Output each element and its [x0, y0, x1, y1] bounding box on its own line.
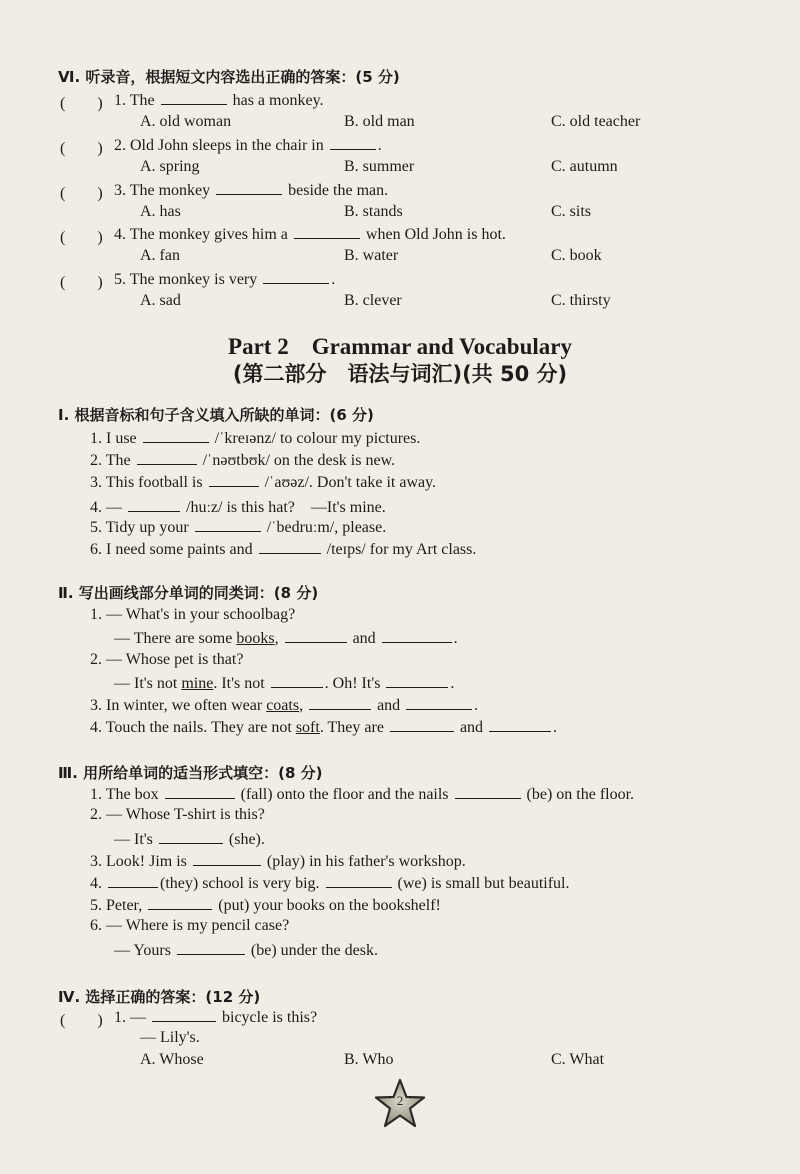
option-c: C. What — [551, 1051, 605, 1068]
part-2-title: Part 2 Grammar and Vocabulary — [228, 334, 572, 359]
option-a: A. spring — [140, 158, 200, 175]
option-c: C. sits — [551, 203, 592, 220]
item-text: — It's — [114, 831, 153, 848]
answer-blank[interactable] — [330, 135, 376, 150]
item-number: 6. — [90, 917, 102, 934]
underlined-word: mine — [181, 675, 214, 692]
item-text: . Oh! It's — [324, 675, 381, 692]
question-number: 4. — [114, 226, 126, 243]
section-3-line-5 — [90, 873, 570, 893]
option-b: B. summer — [344, 158, 415, 175]
question-2 — [114, 135, 382, 155]
answer-blank[interactable] — [455, 784, 521, 799]
item-text: — There are some — [114, 630, 233, 647]
question-text: . — [377, 137, 382, 154]
item-number: 1. — [90, 430, 102, 447]
answer-blank[interactable] — [195, 517, 261, 532]
item-text: (be) on the floor. — [526, 786, 635, 803]
answer-blank[interactable] — [263, 269, 329, 284]
question-1 — [114, 90, 324, 110]
section-2-line-1 — [90, 606, 295, 624]
answer-blank[interactable] — [143, 428, 209, 443]
item-text: This football is — [105, 474, 203, 491]
item-number: 5. — [90, 897, 102, 914]
answer-paren-q2[interactable]: ( ) — [60, 140, 103, 157]
option-a: A. Whose — [140, 1051, 204, 1068]
section-1-item — [90, 517, 386, 537]
item-text: Touch the nails. They are not — [105, 719, 292, 736]
answer-blank[interactable] — [209, 472, 259, 487]
section-6-title: Ⅵ. 听录音，根据短文内容选出正确的答案：(5 分) — [58, 68, 400, 86]
question-text: The monkey — [129, 182, 211, 199]
option-b: B. water — [344, 247, 399, 264]
item-text: /ˈnəʊtbʊk/ on the desk is new. — [202, 452, 396, 469]
item-text: /ˈbedruːm/, please. — [266, 519, 387, 536]
item-number: 5. — [90, 519, 102, 536]
item-text: — What's in your schoolbag? — [106, 606, 296, 623]
item-text: I need some paints and — [106, 541, 253, 558]
section-2-line-4 — [114, 673, 454, 693]
question-text: . — [331, 271, 336, 288]
section-3-line-2 — [90, 806, 265, 824]
question-number: 1. — [114, 92, 126, 109]
question-text: The — [129, 92, 155, 109]
question-number: 1. — [114, 1009, 126, 1026]
answer-blank[interactable] — [152, 1007, 216, 1022]
option-a: A. old woman — [140, 113, 232, 130]
underlined-word: coats — [266, 697, 300, 714]
item-text: (they) school is very big. — [160, 875, 320, 892]
item-text: . — [453, 630, 458, 647]
question-number: 3. — [114, 182, 126, 199]
item-text: (we) is small but beautiful. — [397, 875, 570, 892]
item-text: . It's not — [213, 675, 265, 692]
question-text: — — [130, 1009, 146, 1026]
item-text: . — [450, 675, 455, 692]
section-4-question-1 — [114, 1007, 317, 1027]
question-text: Old John sleeps in the chair in — [130, 137, 324, 154]
part-2-subtitle: (第二部分 语法与词汇)(共 50 分) — [232, 362, 568, 386]
item-text: /huːz/ is this hat? —It's mine. — [186, 499, 386, 516]
item-text: (play) in his father's workshop. — [266, 853, 466, 870]
question-text: has a monkey. — [232, 92, 324, 109]
answer-paren-q5[interactable]: ( ) — [60, 274, 103, 291]
answer-blank[interactable] — [161, 90, 227, 105]
option-c: C. book — [551, 247, 602, 264]
section-1-item — [90, 494, 386, 517]
item-number: 4. — [90, 875, 102, 892]
option-b: B. old man — [344, 113, 415, 130]
item-text: Peter, — [106, 897, 143, 914]
item-text: I use — [106, 430, 137, 447]
answer-blank[interactable] — [406, 695, 472, 710]
item-text: (be) under the desk. — [250, 942, 378, 959]
item-number: 1. — [90, 606, 102, 623]
answer-blank[interactable] — [148, 895, 212, 910]
section-3-line-6 — [90, 895, 441, 915]
item-number: 3. — [90, 853, 102, 870]
question-5 — [114, 269, 335, 289]
item-text: (put) your books on the bookshelf! — [218, 897, 441, 914]
answer-blank[interactable] — [193, 851, 261, 866]
answer-paren-q3[interactable]: ( ) — [60, 185, 103, 202]
answer-blank[interactable] — [259, 539, 321, 554]
answer-blank[interactable] — [390, 717, 454, 732]
option-c: C. old teacher — [551, 113, 641, 130]
item-text: (fall) onto the floor and the nails — [240, 786, 449, 803]
section-3-line-8 — [114, 940, 378, 960]
question-text: The monkey gives him a — [129, 226, 288, 243]
answer-blank[interactable] — [108, 873, 158, 888]
underlined-word: books — [236, 630, 275, 647]
item-text: — Where is my pencil case? — [106, 917, 290, 934]
item-text: , — [274, 630, 279, 647]
question-number: 2. — [114, 137, 126, 154]
answer-blank[interactable] — [382, 628, 452, 643]
item-text: /teɪps/ for my Art class. — [326, 541, 477, 558]
answer-blank[interactable] — [159, 829, 223, 844]
item-number: 2. — [90, 651, 102, 668]
section-3-line-7 — [90, 917, 289, 935]
item-text: /ˈkreɪənz/ to colour my pictures. — [214, 430, 421, 447]
answer-blank[interactable] — [309, 695, 371, 710]
option-a: A. sad — [140, 292, 181, 309]
item-text: . — [474, 697, 479, 714]
section-1-item — [90, 472, 436, 492]
section-3-line-1 — [90, 784, 634, 804]
item-text: and — [459, 719, 484, 736]
section-1-title: Ⅰ. 根据音标和句子含义填入所缺的单词：(6 分) — [58, 406, 374, 424]
item-text: Tidy up your — [105, 519, 189, 536]
item-number: 3. — [90, 697, 102, 714]
answer-blank[interactable] — [165, 784, 235, 799]
section-2-line-5 — [90, 695, 478, 715]
section-1-item — [90, 539, 476, 559]
item-text: — It's not — [114, 675, 178, 692]
section-1-item — [90, 428, 420, 448]
answer-blank[interactable] — [128, 497, 180, 512]
section-2-line-2 — [114, 628, 458, 648]
answer-paren-q1[interactable]: ( ) — [60, 95, 103, 112]
item-text: Look! Jim is — [106, 853, 187, 870]
section-2-title: Ⅱ. 写出画线部分单词的同类词：(8 分) — [58, 584, 319, 602]
answer-blank[interactable] — [489, 717, 551, 732]
item-text: and — [352, 630, 376, 647]
section-2-line-3 — [90, 651, 243, 669]
answer-blank[interactable] — [216, 180, 282, 195]
answer-blank[interactable] — [271, 673, 323, 688]
question-text: beside the man. — [288, 182, 389, 199]
item-number: 6. — [90, 541, 102, 558]
option-a: A. has — [140, 203, 181, 220]
question-4 — [114, 224, 506, 244]
section-3-line-3 — [114, 829, 265, 849]
answer-blank[interactable] — [294, 224, 360, 239]
underlined-word: soft — [295, 719, 320, 736]
option-b: B. stands — [344, 203, 403, 220]
item-text: (she). — [228, 831, 265, 848]
item-number: 2. — [90, 806, 102, 823]
option-a: A. fan — [140, 247, 180, 264]
answer-blank[interactable] — [137, 450, 197, 465]
section-3-line-4 — [90, 851, 466, 871]
item-number: 4. — [90, 719, 102, 736]
item-text: . They are — [319, 719, 384, 736]
item-text: — Yours — [114, 942, 171, 959]
section-4-title: Ⅳ. 选择正确的答案：(12 分) — [58, 988, 261, 1006]
option-c: C. autumn — [551, 158, 618, 175]
answer-blank[interactable] — [386, 673, 448, 688]
answer-blank[interactable] — [285, 628, 347, 643]
page-number: 2 — [396, 1093, 404, 1108]
section-1-item — [90, 450, 395, 470]
question-text: when Old John is hot. — [365, 226, 506, 243]
item-number: 4. — [90, 499, 102, 516]
section-3-title: Ⅲ. 用所给单词的适当形式填空：(8 分) — [58, 764, 323, 782]
item-number: 3. — [90, 474, 102, 491]
option-c: C. thirsty — [551, 292, 611, 309]
item-text: and — [377, 697, 401, 714]
item-number: 2. — [90, 452, 102, 469]
item-text: — — [106, 499, 122, 516]
item-text: The — [105, 452, 131, 469]
item-text: /ˈaʊəz/. Don't take it away. — [264, 474, 437, 491]
section-4-answer-line: — Lily's. — [140, 1029, 200, 1046]
item-text: — Whose T-shirt is this? — [106, 806, 265, 823]
option-b: B. clever — [344, 292, 402, 309]
answer-paren-q4[interactable]: ( ) — [60, 229, 103, 246]
item-text: . — [553, 719, 558, 736]
question-text: bicycle is this? — [222, 1009, 318, 1026]
question-3 — [114, 180, 388, 200]
item-text: , — [299, 697, 304, 714]
item-text: — Whose pet is that? — [106, 651, 244, 668]
item-number: 1. — [90, 786, 102, 803]
item-text: The box — [105, 786, 159, 803]
item-text: In winter, we often wear — [106, 697, 263, 714]
option-b: B. Who — [344, 1051, 394, 1068]
answer-blank[interactable] — [326, 873, 392, 888]
section-2-line-6 — [90, 717, 557, 737]
answer-blank[interactable] — [177, 940, 245, 955]
question-number: 5. — [114, 271, 126, 288]
question-text: The monkey is very — [129, 271, 258, 288]
answer-paren-q1[interactable]: ( ) — [60, 1012, 103, 1029]
